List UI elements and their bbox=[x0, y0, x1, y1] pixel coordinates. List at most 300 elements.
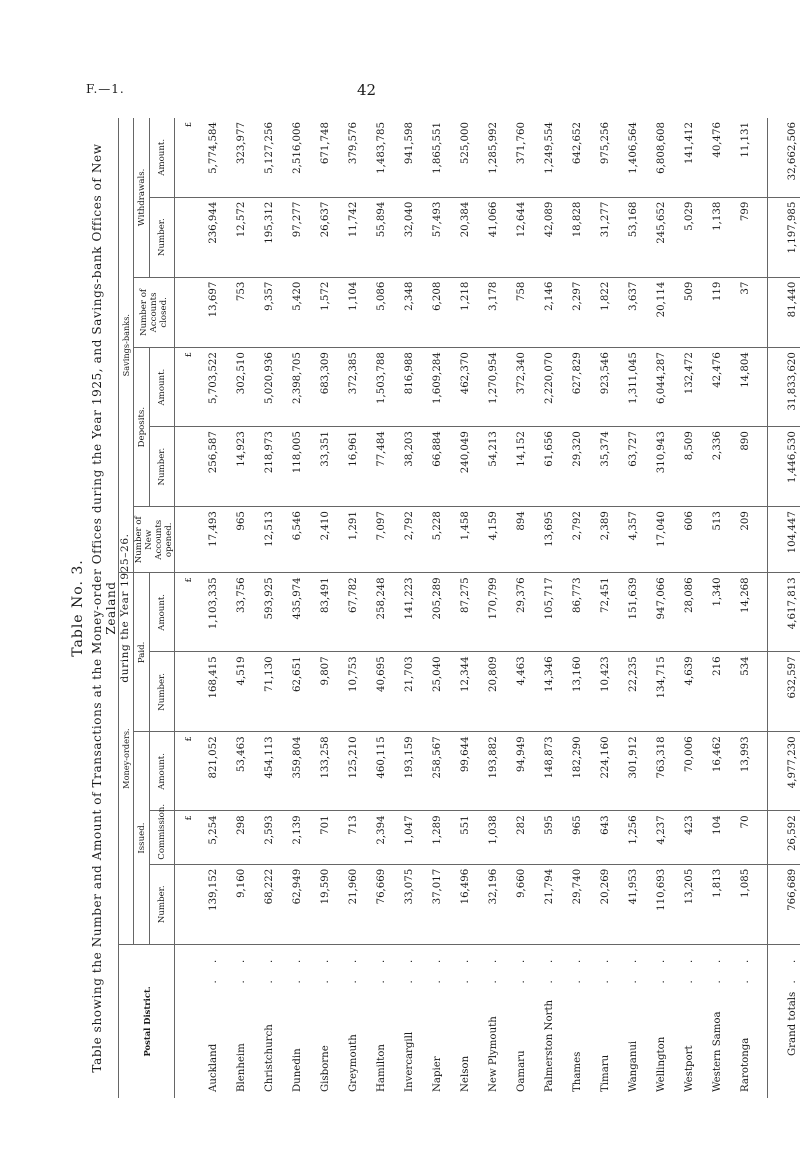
cell-iss-no: 16,496 bbox=[445, 864, 473, 944]
cell-paid-amt: 947,066 bbox=[641, 573, 669, 652]
cell-wd-no: 97,277 bbox=[277, 197, 305, 277]
district-name: Dunedin bbox=[292, 1048, 303, 1092]
spacer-cell bbox=[753, 811, 768, 864]
header-withdrawals-amount: Amount. bbox=[150, 118, 175, 197]
cell-iss-comm: 4,237 bbox=[641, 811, 669, 864]
spacer-cell bbox=[753, 573, 768, 652]
header-postal-district: Postal District. bbox=[119, 944, 175, 1098]
cell-closed: 20,114 bbox=[641, 277, 669, 347]
district-cell bbox=[445, 944, 473, 1098]
cell-dep-amt: 1,503,788 bbox=[361, 348, 389, 427]
spacer-cell bbox=[753, 507, 768, 573]
district-name: Napier bbox=[432, 1056, 443, 1092]
district-name: Westport bbox=[684, 1045, 695, 1092]
table-row bbox=[501, 118, 529, 1098]
district-cell bbox=[221, 944, 249, 1098]
cell-wd-amt: 1,249,554 bbox=[529, 118, 557, 197]
spacer-cell bbox=[753, 118, 768, 197]
cell-paid-no: 4,463 bbox=[501, 652, 529, 732]
cell-dep-amt: 627,829 bbox=[557, 348, 585, 427]
cell-opened: 2,792 bbox=[557, 507, 585, 573]
cell-iss-comm: 1,256 bbox=[613, 811, 641, 864]
cell-iss-amt: 460,115 bbox=[361, 732, 389, 811]
district-cell bbox=[613, 944, 641, 1098]
cell-iss-amt: 148,873 bbox=[529, 732, 557, 811]
cell-iss-no: 76,669 bbox=[361, 864, 389, 944]
caption-main: Table showing the Number and Amount of Transactions at the Money-order Offices during the Year 1925, and Savings-bank Offices of New Zealand bbox=[90, 143, 118, 1073]
cell-paid-amt: 29,376 bbox=[501, 573, 529, 652]
cell-paid-no: 9,807 bbox=[305, 652, 333, 732]
cell-opened: 5,228 bbox=[417, 507, 445, 573]
cell-dep-amt: 1,609,284 bbox=[417, 348, 445, 427]
cell-dep-no: 240,049 bbox=[445, 427, 473, 507]
cell-closed: 2,348 bbox=[389, 277, 417, 347]
cell-paid-no: 4,519 bbox=[221, 652, 249, 732]
cell-iss-comm: 713 bbox=[333, 811, 361, 864]
cell-closed: 1,218 bbox=[445, 277, 473, 347]
cell-iss-amt: 4,977,230 bbox=[768, 732, 800, 811]
table-row bbox=[669, 118, 697, 1098]
currency-mark: £ bbox=[175, 811, 194, 864]
cell-iss-comm: 2,394 bbox=[361, 811, 389, 864]
district-cell bbox=[305, 944, 333, 1098]
cell-dep-amt: 1,270,954 bbox=[473, 348, 501, 427]
cell-opened: 1,458 bbox=[445, 507, 473, 573]
cell-iss-comm: 5,254 bbox=[193, 811, 221, 864]
cell-iss-no: 20,269 bbox=[585, 864, 613, 944]
leader-dots: . . bbox=[712, 952, 723, 984]
cell-iss-amt: 224,160 bbox=[585, 732, 613, 811]
cell-paid-no: 21,703 bbox=[389, 652, 417, 732]
cell-paid-amt: 141,223 bbox=[389, 573, 417, 652]
page-code: F.—1. bbox=[86, 82, 125, 96]
leader-dots: . . bbox=[292, 952, 303, 984]
cell-closed: 1,572 bbox=[305, 277, 333, 347]
cell-paid-no: 71,130 bbox=[249, 652, 277, 732]
leader-dots: . . bbox=[656, 952, 667, 984]
cell-opened: 13,695 bbox=[529, 507, 557, 573]
spacer-cell bbox=[753, 197, 768, 277]
cell-wd-no: 42,089 bbox=[529, 197, 557, 277]
currency-mark: £ bbox=[175, 118, 194, 197]
district-cell bbox=[669, 944, 697, 1098]
cell-closed: 509 bbox=[669, 277, 697, 347]
cell-dep-no: 218,973 bbox=[249, 427, 277, 507]
cell-paid-no: 40,695 bbox=[361, 652, 389, 732]
cell-paid-amt: 205,289 bbox=[417, 573, 445, 652]
cell-dep-no: 16,961 bbox=[333, 427, 361, 507]
cell-iss-amt: 125,210 bbox=[333, 732, 361, 811]
cell-iss-comm: 1,047 bbox=[389, 811, 417, 864]
cell-iss-comm: 423 bbox=[669, 811, 697, 864]
cell-iss-amt: 133,258 bbox=[305, 732, 333, 811]
cell-iss-comm: 1,038 bbox=[473, 811, 501, 864]
cell-iss-amt: 359,804 bbox=[277, 732, 305, 811]
leader-dots: . . bbox=[404, 952, 415, 984]
cell-opened: 7,097 bbox=[361, 507, 389, 573]
district-name: New Plymouth bbox=[488, 1016, 499, 1092]
cell-closed: 13,697 bbox=[193, 277, 221, 347]
table-row bbox=[585, 118, 613, 1098]
cell-paid-no: 216 bbox=[697, 652, 725, 732]
cell-paid-amt: 258,248 bbox=[361, 573, 389, 652]
cell-iss-no: 9,660 bbox=[501, 864, 529, 944]
cell-iss-no: 41,953 bbox=[613, 864, 641, 944]
cell-iss-no: 33,075 bbox=[389, 864, 417, 944]
cell-dep-no: 77,484 bbox=[361, 427, 389, 507]
cell-wd-amt: 5,127,256 bbox=[249, 118, 277, 197]
header-deposits-amount: Amount. bbox=[150, 348, 175, 427]
table-row bbox=[473, 118, 501, 1098]
cell-closed: 3,178 bbox=[473, 277, 501, 347]
cell-paid-amt: 4,617,813 bbox=[768, 573, 800, 652]
district-cell bbox=[277, 944, 305, 1098]
table-row bbox=[249, 118, 277, 1098]
cell-wd-amt: 525,000 bbox=[445, 118, 473, 197]
cell-wd-no: 57,493 bbox=[417, 197, 445, 277]
district-name: Rarotonga bbox=[740, 1037, 751, 1092]
header-savings-banks: Savings-banks. bbox=[119, 118, 134, 573]
district-name: Palmerston North bbox=[544, 999, 555, 1092]
cell-wd-no: 12,572 bbox=[221, 197, 249, 277]
cell-iss-no: 110,693 bbox=[641, 864, 669, 944]
spacer-cell bbox=[753, 652, 768, 732]
table-label: Table No. 3. bbox=[70, 559, 86, 657]
district-cell bbox=[501, 944, 529, 1098]
cell-dep-amt: 42,476 bbox=[697, 348, 725, 427]
grand-totals-row bbox=[768, 118, 800, 1098]
district-name: Greymouth bbox=[348, 1034, 359, 1092]
district-name: Oamaru bbox=[516, 1050, 527, 1092]
leader-dots: . . bbox=[348, 952, 359, 984]
currency-mark: £ bbox=[175, 732, 194, 811]
table-row bbox=[417, 118, 445, 1098]
spacer-cell bbox=[753, 348, 768, 427]
cell-wd-no: 31,277 bbox=[585, 197, 613, 277]
currency-mark: £ bbox=[175, 348, 194, 427]
cell-dep-amt: 2,398,705 bbox=[277, 348, 305, 427]
table-body bbox=[175, 118, 800, 1098]
cell-iss-comm: 965 bbox=[557, 811, 585, 864]
header-accounts-closed: Number of Accounts closed. bbox=[134, 277, 175, 347]
cell-wd-no: 5,029 bbox=[669, 197, 697, 277]
cell-iss-amt: 94,949 bbox=[501, 732, 529, 811]
cell-iss-no: 9,160 bbox=[221, 864, 249, 944]
cell-opened: 17,493 bbox=[193, 507, 221, 573]
cell-iss-amt: 70,006 bbox=[669, 732, 697, 811]
cell-dep-no: 54,213 bbox=[473, 427, 501, 507]
district-name: Christchurch bbox=[264, 1024, 275, 1092]
caption-sub: during the Year 1925–26. bbox=[119, 533, 131, 683]
cell-dep-amt: 2,220,070 bbox=[529, 348, 557, 427]
table-row bbox=[725, 118, 753, 1098]
district-name: Thames bbox=[572, 1051, 583, 1092]
district-cell bbox=[585, 944, 613, 1098]
cell-dep-amt: 372,385 bbox=[333, 348, 361, 427]
leader-dots: . . bbox=[684, 952, 695, 984]
cell-wd-amt: 371,760 bbox=[501, 118, 529, 197]
cell-dep-amt: 5,703,522 bbox=[193, 348, 221, 427]
cell-closed: 1,822 bbox=[585, 277, 613, 347]
cell-closed: 37 bbox=[725, 277, 753, 347]
district-cell bbox=[697, 944, 725, 1098]
cell-iss-comm: 298 bbox=[221, 811, 249, 864]
cell-dep-amt: 132,472 bbox=[669, 348, 697, 427]
cell-dep-no: 63,727 bbox=[613, 427, 641, 507]
currency-mark: £ bbox=[175, 573, 194, 652]
cell-paid-amt: 67,782 bbox=[333, 573, 361, 652]
cell-wd-amt: 642,652 bbox=[557, 118, 585, 197]
cell-iss-comm: 2,593 bbox=[249, 811, 277, 864]
cell-paid-amt: 151,639 bbox=[613, 573, 641, 652]
cell-paid-no: 62,651 bbox=[277, 652, 305, 732]
cell-opened: 606 bbox=[669, 507, 697, 573]
cell-iss-no: 13,205 bbox=[669, 864, 697, 944]
cell-iss-comm: 551 bbox=[445, 811, 473, 864]
cell-paid-amt: 105,717 bbox=[529, 573, 557, 652]
cell-paid-no: 168,415 bbox=[193, 652, 221, 732]
district-name: Timaru bbox=[600, 1054, 611, 1092]
header-deposits-number: Number. bbox=[150, 427, 175, 507]
cell-dep-amt: 1,311,045 bbox=[613, 348, 641, 427]
cell-closed: 81,440 bbox=[768, 277, 800, 347]
cell-iss-no: 62,949 bbox=[277, 864, 305, 944]
leader-dots: . . bbox=[787, 952, 798, 984]
cell-paid-amt: 83,491 bbox=[305, 573, 333, 652]
cell-paid-no: 20,809 bbox=[473, 652, 501, 732]
cell-wd-no: 55,894 bbox=[361, 197, 389, 277]
cell-opened: 513 bbox=[697, 507, 725, 573]
rotated-table-area bbox=[70, 118, 798, 1098]
cell-wd-no: 41,066 bbox=[473, 197, 501, 277]
table-row bbox=[641, 118, 669, 1098]
cell-wd-no: 11,742 bbox=[333, 197, 361, 277]
cell-paid-amt: 593,925 bbox=[249, 573, 277, 652]
cell-dep-no: 66,884 bbox=[417, 427, 445, 507]
district-cell bbox=[417, 944, 445, 1098]
cell-closed: 9,357 bbox=[249, 277, 277, 347]
district-name: Hamilton bbox=[376, 1044, 387, 1092]
cell-wd-amt: 141,412 bbox=[669, 118, 697, 197]
table-row bbox=[333, 118, 361, 1098]
cell-dep-no: 61,656 bbox=[529, 427, 557, 507]
cell-wd-no: 195,312 bbox=[249, 197, 277, 277]
cell-paid-no: 22,235 bbox=[613, 652, 641, 732]
leader-dots: . . bbox=[432, 952, 443, 984]
cell-opened: 2,410 bbox=[305, 507, 333, 573]
cell-iss-amt: 99,644 bbox=[445, 732, 473, 811]
cell-dep-no: 310,943 bbox=[641, 427, 669, 507]
cell-dep-no: 35,374 bbox=[585, 427, 613, 507]
table-row bbox=[277, 118, 305, 1098]
cell-dep-no: 29,320 bbox=[557, 427, 585, 507]
cell-closed: 6,208 bbox=[417, 277, 445, 347]
cell-iss-no: 32,196 bbox=[473, 864, 501, 944]
cell-paid-amt: 87,275 bbox=[445, 573, 473, 652]
cell-dep-no: 14,152 bbox=[501, 427, 529, 507]
leader-dots: . . bbox=[740, 952, 751, 984]
cell-paid-amt: 170,799 bbox=[473, 573, 501, 652]
cell-dep-no: 1,446,530 bbox=[768, 427, 800, 507]
cell-wd-amt: 2,516,006 bbox=[277, 118, 305, 197]
district-name: Nelson bbox=[460, 1055, 471, 1092]
cell-wd-no: 12,644 bbox=[501, 197, 529, 277]
header-paid-amount: Amount. bbox=[150, 573, 175, 652]
cell-iss-amt: 16,462 bbox=[697, 732, 725, 811]
header-money-orders: Money-orders. bbox=[119, 573, 134, 944]
cell-dep-amt: 5,020,936 bbox=[249, 348, 277, 427]
cell-opened: 2,389 bbox=[585, 507, 613, 573]
cell-opened: 104,447 bbox=[768, 507, 800, 573]
district-cell bbox=[725, 944, 753, 1098]
district-cell bbox=[529, 944, 557, 1098]
district-name: Blenheim bbox=[236, 1043, 247, 1092]
leader-dots: . . bbox=[628, 952, 639, 984]
cell-wd-no: 53,168 bbox=[613, 197, 641, 277]
header-deposits: Deposits. bbox=[134, 348, 150, 507]
cell-paid-no: 13,160 bbox=[557, 652, 585, 732]
district-cell bbox=[768, 944, 800, 1098]
cell-dep-amt: 683,309 bbox=[305, 348, 333, 427]
spacer-cell bbox=[753, 427, 768, 507]
cell-dep-no: 8,509 bbox=[669, 427, 697, 507]
cell-iss-no: 21,960 bbox=[333, 864, 361, 944]
cell-wd-amt: 6,808,608 bbox=[641, 118, 669, 197]
district-cell bbox=[641, 944, 669, 1098]
leader-dots: . . bbox=[208, 952, 219, 984]
cell-opened: 17,040 bbox=[641, 507, 669, 573]
cell-wd-amt: 1,285,992 bbox=[473, 118, 501, 197]
leader-dots: . . bbox=[572, 952, 583, 984]
transactions-table bbox=[118, 118, 800, 1098]
district-name: Invercargill bbox=[404, 1031, 415, 1092]
cell-opened: 965 bbox=[221, 507, 249, 573]
cell-iss-comm: 282 bbox=[501, 811, 529, 864]
header-paid-number: Number. bbox=[150, 652, 175, 732]
header-withdrawals: Withdrawals. bbox=[134, 118, 150, 277]
cell-dep-no: 118,005 bbox=[277, 427, 305, 507]
cell-iss-comm: 26,592 bbox=[768, 811, 800, 864]
cell-paid-amt: 72,451 bbox=[585, 573, 613, 652]
header-withdrawals-number: Number. bbox=[150, 197, 175, 277]
cell-iss-no: 1,813 bbox=[697, 864, 725, 944]
cell-iss-comm: 70 bbox=[725, 811, 753, 864]
cell-iss-amt: 301,912 bbox=[613, 732, 641, 811]
table-row bbox=[389, 118, 417, 1098]
cell-dep-no: 890 bbox=[725, 427, 753, 507]
table-row bbox=[697, 118, 725, 1098]
cell-dep-amt: 302,510 bbox=[221, 348, 249, 427]
cell-paid-amt: 14,268 bbox=[725, 573, 753, 652]
leader-dots: . . bbox=[600, 952, 611, 984]
cell-iss-amt: 193,882 bbox=[473, 732, 501, 811]
cell-wd-amt: 5,774,584 bbox=[193, 118, 221, 197]
cell-wd-no: 26,637 bbox=[305, 197, 333, 277]
district-name: Western Samoa bbox=[712, 1011, 723, 1092]
cell-paid-no: 10,423 bbox=[585, 652, 613, 732]
cell-iss-comm: 104 bbox=[697, 811, 725, 864]
cell-wd-no: 236,944 bbox=[193, 197, 221, 277]
leader-dots: . . bbox=[236, 952, 247, 984]
cell-dep-amt: 923,546 bbox=[585, 348, 613, 427]
cell-iss-comm: 701 bbox=[305, 811, 333, 864]
leader-dots: . . bbox=[376, 952, 387, 984]
leader-dots: . . bbox=[488, 952, 499, 984]
cell-dep-amt: 462,370 bbox=[445, 348, 473, 427]
cell-iss-amt: 763,318 bbox=[641, 732, 669, 811]
cell-closed: 119 bbox=[697, 277, 725, 347]
cell-iss-comm: 643 bbox=[585, 811, 613, 864]
page-number: 42 bbox=[357, 81, 377, 99]
cell-opened: 6,546 bbox=[277, 507, 305, 573]
district-name: Auckland bbox=[208, 1043, 219, 1092]
cell-iss-amt: 13,993 bbox=[725, 732, 753, 811]
cell-closed: 753 bbox=[221, 277, 249, 347]
cell-opened: 2,792 bbox=[389, 507, 417, 573]
cell-dep-no: 256,587 bbox=[193, 427, 221, 507]
leader-dots: . . bbox=[516, 952, 527, 984]
cell-iss-amt: 193,159 bbox=[389, 732, 417, 811]
district-name: Grand totals bbox=[787, 991, 798, 1056]
cell-dep-no: 2,336 bbox=[697, 427, 725, 507]
district-cell bbox=[557, 944, 585, 1098]
district-cell bbox=[473, 944, 501, 1098]
cell-iss-no: 68,222 bbox=[249, 864, 277, 944]
table-row bbox=[613, 118, 641, 1098]
header-issued-amount: Amount. bbox=[150, 732, 175, 811]
district-name: Wanganui bbox=[628, 1040, 639, 1092]
cell-wd-amt: 975,256 bbox=[585, 118, 613, 197]
district-cell bbox=[193, 944, 221, 1098]
cell-paid-no: 534 bbox=[725, 652, 753, 732]
cell-dep-no: 33,351 bbox=[305, 427, 333, 507]
leader-dots: . . bbox=[460, 952, 471, 984]
spacer-cell bbox=[753, 277, 768, 347]
cell-paid-amt: 33,756 bbox=[221, 573, 249, 652]
table-row bbox=[557, 118, 585, 1098]
cell-wd-amt: 671,748 bbox=[305, 118, 333, 197]
cell-opened: 894 bbox=[501, 507, 529, 573]
district-cell bbox=[249, 944, 277, 1098]
leader-dots: . . bbox=[264, 952, 275, 984]
cell-wd-amt: 323,977 bbox=[221, 118, 249, 197]
district-cell bbox=[389, 944, 417, 1098]
cell-opened: 12,513 bbox=[249, 507, 277, 573]
district-name: Wellington bbox=[656, 1036, 667, 1092]
table-row bbox=[221, 118, 249, 1098]
cell-wd-amt: 1,865,551 bbox=[417, 118, 445, 197]
cell-wd-amt: 11,131 bbox=[725, 118, 753, 197]
header-issued-number: Number. bbox=[150, 864, 175, 944]
district-name: Gisborne bbox=[320, 1045, 331, 1092]
cell-closed: 3,637 bbox=[613, 277, 641, 347]
cell-dep-no: 38,203 bbox=[389, 427, 417, 507]
cell-iss-no: 1,085 bbox=[725, 864, 753, 944]
district-cell bbox=[361, 944, 389, 1098]
cell-iss-comm: 2,139 bbox=[277, 811, 305, 864]
cell-iss-amt: 182,290 bbox=[557, 732, 585, 811]
header-accounts-opened: Number of New Accounts opened. bbox=[134, 507, 175, 573]
cell-dep-amt: 31,833,620 bbox=[768, 348, 800, 427]
table-row bbox=[193, 118, 221, 1098]
cell-opened: 209 bbox=[725, 507, 753, 573]
cell-paid-no: 632,597 bbox=[768, 652, 800, 732]
cell-iss-amt: 821,052 bbox=[193, 732, 221, 811]
table-row bbox=[445, 118, 473, 1098]
cell-wd-no: 18,828 bbox=[557, 197, 585, 277]
cell-closed: 2,146 bbox=[529, 277, 557, 347]
cell-iss-comm: 1,289 bbox=[417, 811, 445, 864]
